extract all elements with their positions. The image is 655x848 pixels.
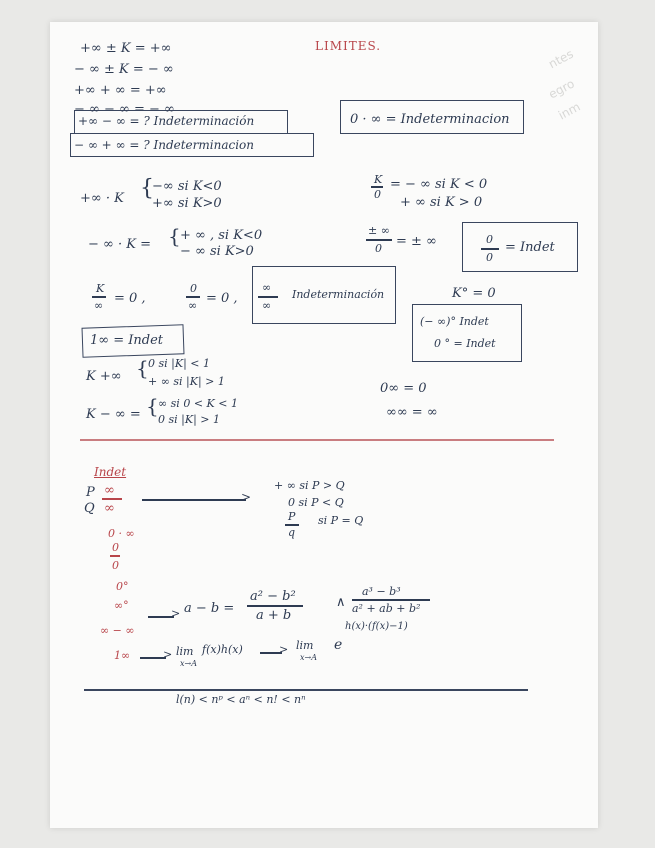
fraction-numerator: K <box>96 282 105 295</box>
arrow-line <box>142 499 246 501</box>
mult-minus-case: − ∞ si K>0 <box>180 244 254 259</box>
limit-operator: lim <box>176 645 194 658</box>
fraction-numerator: 0 <box>190 282 197 295</box>
fraction-numerator: ± ∞ <box>368 224 390 237</box>
section-divider <box>80 439 554 441</box>
indet-item: 0 <box>112 541 119 554</box>
rule-line: − ∞ ± K = − ∞ <box>74 62 174 77</box>
arrow-head-icon: > <box>171 607 181 620</box>
fraction-numerator: ∞ <box>262 281 272 294</box>
fraction-numerator: K <box>374 173 383 186</box>
conjugate-lhs: a − b = <box>184 601 235 616</box>
power-indet-text: 0 ° = Indet <box>434 337 496 350</box>
zero-over-zero-result: = Indet <box>505 240 555 255</box>
limit-expression: f(x)h(x) <box>202 643 243 656</box>
limit-operator: lim <box>296 639 314 652</box>
indet-heading: Indet <box>94 465 127 479</box>
mult-plus-case: +∞ si K>0 <box>152 196 222 211</box>
fraction-denominator: ∞ <box>94 299 104 312</box>
exponent-expression: h(x)·(f(x)−1) <box>345 621 408 632</box>
indet-item: 0° <box>116 580 129 593</box>
zero-pow-inf: 0∞ = 0 <box>380 381 427 396</box>
mult-plus-case: −∞ si K<0 <box>152 179 222 194</box>
indeterminacy-text: +∞ − ∞ = ? Indeterminación <box>78 114 255 128</box>
rule-line: +∞ + ∞ = +∞ <box>74 83 167 98</box>
section-divider <box>84 689 528 691</box>
limit-subscript: x→A <box>300 653 317 662</box>
brace: { <box>168 224 181 248</box>
k-pow-minus-lead: K − ∞ = <box>86 407 141 422</box>
fraction-numerator: ∞ <box>104 483 115 498</box>
k-pow-minus-case: ∞ si 0 < K < 1 <box>158 397 238 410</box>
inf-over-zero-result: = ± ∞ <box>396 234 437 249</box>
wedge-symbol: ∧ <box>336 595 346 610</box>
fraction-denominator: ∞ <box>104 501 115 516</box>
k-pow-zero: K° = 0 <box>452 286 496 301</box>
k-pow-plus-case: 0 si |K| < 1 <box>148 357 210 370</box>
power-indet-box <box>412 304 522 362</box>
fraction-denominator: ∞ <box>188 299 198 312</box>
fraction-denominator: 0 <box>486 251 493 264</box>
fraction-numerator: 0 <box>486 233 493 246</box>
fraction-bar <box>352 599 430 601</box>
limit-subscript: x→A <box>180 659 197 668</box>
fraction-bar <box>186 296 200 298</box>
indet-item: 1∞ <box>114 649 131 662</box>
brace: { <box>140 176 154 201</box>
zero-times-inf-text: 0 · ∞ = Indeterminacion <box>350 112 510 127</box>
fraction-bar <box>366 239 392 241</box>
k-over-zero-case: = − ∞ si K < 0 <box>390 177 488 192</box>
k-pow-minus-case: 0 si |K| > 1 <box>158 413 220 426</box>
fraction-bar <box>258 296 278 298</box>
mult-plus-lead: +∞ · K <box>80 191 124 206</box>
quotient-result: = 0 , <box>114 291 146 306</box>
inf-over-inf-label: Indeterminación <box>292 288 385 301</box>
p-label: P <box>86 485 95 500</box>
mult-minus-case: + ∞ , si K<0 <box>180 228 263 243</box>
fraction-denominator: a² + ab + b² <box>352 602 421 615</box>
mult-minus-lead: − ∞ · K = <box>88 237 151 252</box>
pq-case: 0 si P < Q <box>288 496 344 509</box>
fraction-denominator: q <box>288 526 296 539</box>
growth-order: l(n) < nᵖ < aⁿ < n! < nⁿ <box>176 693 306 706</box>
indet-item: ∞ − ∞ <box>100 624 135 637</box>
indeterminacy-text: − ∞ + ∞ = ? Indeterminacion <box>74 138 254 152</box>
inf-pow-inf: ∞∞ = ∞ <box>386 405 438 420</box>
margin-ghost-text: inm <box>556 99 583 123</box>
margin-ghost-text: ntes <box>546 46 576 72</box>
quotient-result: = 0 , <box>206 291 238 306</box>
fraction-bar <box>110 555 120 557</box>
indet-item: 0 · ∞ <box>108 527 135 540</box>
k-pow-plus-lead: K +∞ <box>86 369 122 384</box>
pq-case: si P = Q <box>318 514 364 527</box>
arrow-head-icon: > <box>241 490 252 504</box>
rule-line: − ∞ − ∞ = − ∞ <box>74 102 175 117</box>
fraction-denominator: 0 <box>374 188 381 201</box>
brace: { <box>136 356 149 380</box>
indet-item: 0 <box>112 559 119 572</box>
arrow-head-icon: > <box>163 648 173 661</box>
margin-ghost-text: egro <box>546 76 577 102</box>
fraction-numerator: P <box>288 510 296 523</box>
rule-line: +∞ ± K = +∞ <box>80 41 172 56</box>
fraction-bar <box>102 498 122 500</box>
indet-item: ∞° <box>114 599 129 612</box>
fraction-bar <box>481 248 499 250</box>
arrow-head-icon: > <box>279 643 289 656</box>
k-over-zero-case: + ∞ si K > 0 <box>400 195 483 210</box>
pq-case: + ∞ si P > Q <box>274 479 345 492</box>
fraction-bar <box>247 605 303 607</box>
euler-e: e <box>334 637 343 653</box>
page-title: LIMITES. <box>315 39 382 53</box>
q-label: Q <box>84 501 95 516</box>
one-pow-inf-text: 1∞ = Indet <box>90 333 164 348</box>
k-pow-plus-case: + ∞ si |K| > 1 <box>148 375 225 388</box>
power-indet-text: (− ∞)° Indet <box>420 315 489 328</box>
fraction-denominator: ∞ <box>262 299 272 312</box>
fraction-numerator: a² − b² <box>250 589 296 604</box>
fraction-denominator: 0 <box>375 242 382 255</box>
fraction-numerator: a³ − b³ <box>362 585 401 598</box>
fraction-bar <box>92 296 106 298</box>
brace: { <box>146 394 159 418</box>
fraction-denominator: a + b <box>256 608 292 623</box>
